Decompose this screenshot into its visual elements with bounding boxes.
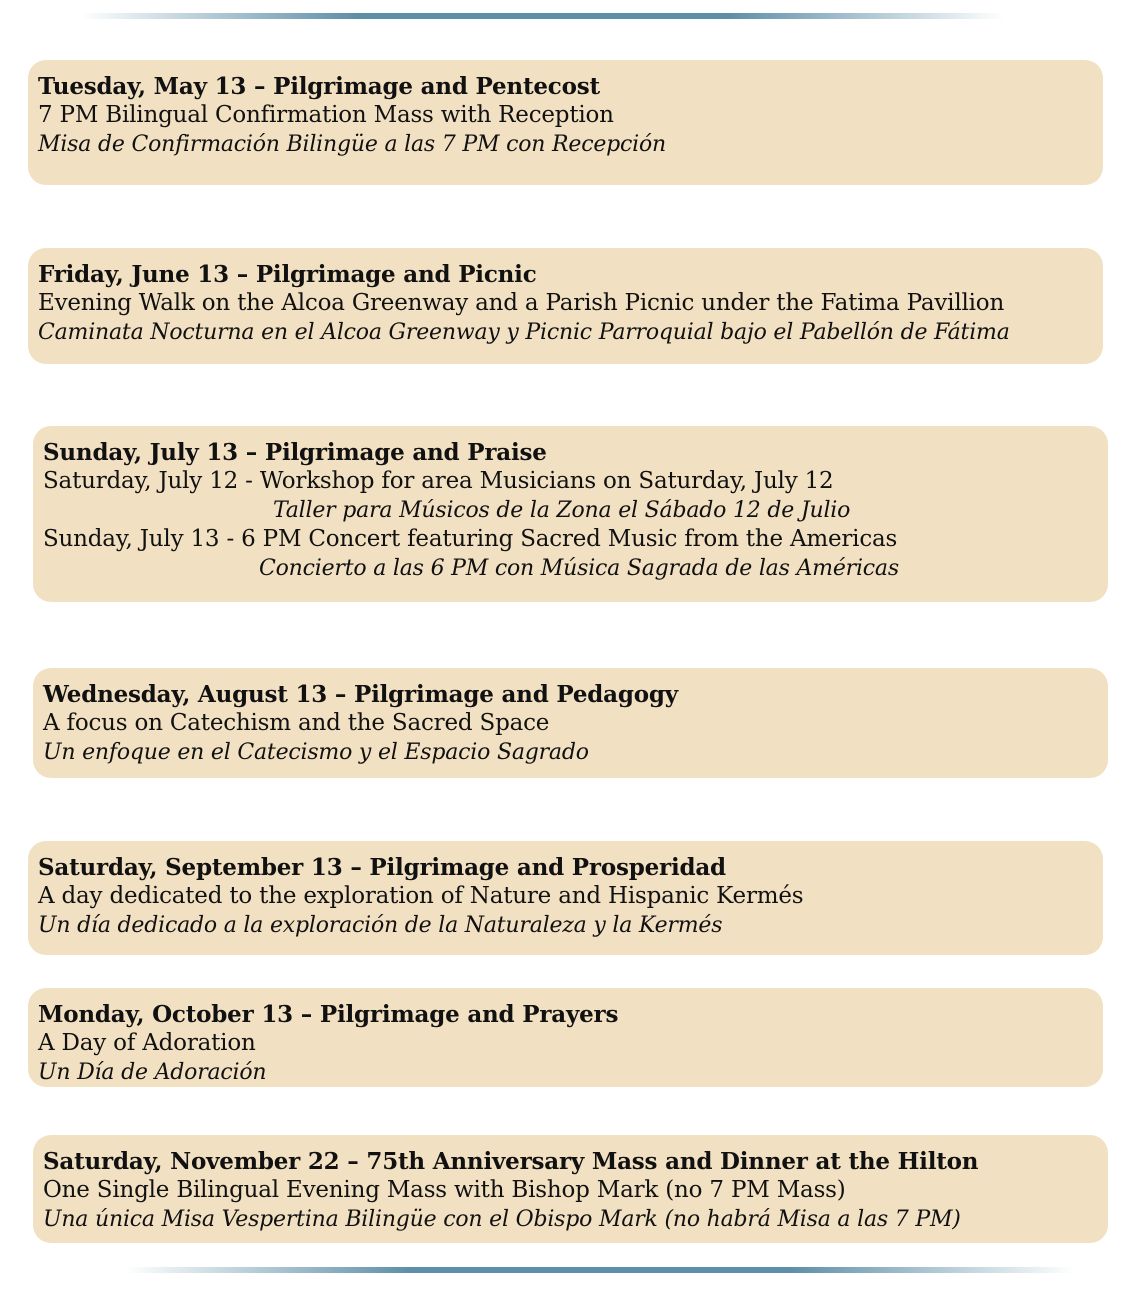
event-description-es: Un enfoque en el Catecismo y el Espacio Sagrado xyxy=(43,740,589,765)
event-concert-en: Sunday, July 13 - 6 PM Concert featuring Sacred Music from the Americas xyxy=(43,526,898,552)
event-card-september xyxy=(28,841,1103,955)
event-description-en: One Single Bilingual Evening Mass with Bishop Mark (no 7 PM Mass) xyxy=(43,1177,846,1203)
event-title: Saturday, November 22 – 75th Anniversary Mass and Dinner at the Hilton xyxy=(43,1148,979,1175)
top-divider xyxy=(80,13,1005,19)
event-description-en: Evening Walk on the Alcoa Greenway and a Parish Picnic under the Fatima Pavillion xyxy=(38,290,1005,316)
event-description-en: A day dedicated to the exploration of Nature and Hispanic Kermés xyxy=(38,883,804,909)
event-description-en: A focus on Catechism and the Sacred Space xyxy=(43,710,550,736)
event-title: Monday, October 13 – Pilgrimage and Prayers xyxy=(38,1001,619,1028)
event-card-august xyxy=(33,668,1108,778)
event-description-es: Un Día de Adoración xyxy=(38,1060,267,1085)
event-workshop-en: Saturday, July 12 - Workshop for area Musicians on Saturday, July 12 xyxy=(43,468,834,494)
event-workshop-es: Taller para Músicos de la Zona el Sábado 12 de Julio xyxy=(273,498,851,523)
event-description-es: Una única Misa Vespertina Bilingüe con el Obispo Mark (no habrá Misa a las 7 PM) xyxy=(43,1207,961,1232)
bottom-divider xyxy=(125,1267,1075,1273)
event-card-october xyxy=(28,988,1103,1087)
event-description-en: 7 PM Bilingual Confirmation Mass with Reception xyxy=(38,102,614,128)
event-card-may xyxy=(28,60,1103,185)
event-description-es: Caminata Nocturna en el Alcoa Greenway y Picnic Parroquial bajo el Pabellón de Fátima xyxy=(38,320,1010,345)
event-title: Wednesday, August 13 – Pilgrimage and Pedagogy xyxy=(43,681,678,708)
event-card-november xyxy=(33,1135,1108,1243)
event-description-en: A Day of Adoration xyxy=(38,1030,256,1056)
event-description-es: Misa de Confirmación Bilingüe a las 7 PM con Recepción xyxy=(38,132,667,157)
event-title: Tuesday, May 13 – Pilgrimage and Pentecost xyxy=(38,73,600,100)
event-title: Saturday, September 13 – Pilgrimage and Prosperidad xyxy=(38,854,726,881)
event-description-es: Un día dedicado a la exploración de la Naturaleza y la Kermés xyxy=(38,913,723,938)
event-card-july xyxy=(33,426,1108,602)
event-concert-es: Concierto a las 6 PM con Música Sagrada de las Américas xyxy=(259,556,899,581)
event-card-june xyxy=(28,248,1103,364)
event-title: Sunday, July 13 – Pilgrimage and Praise xyxy=(43,439,547,466)
event-title: Friday, June 13 – Pilgrimage and Picnic xyxy=(38,261,537,288)
